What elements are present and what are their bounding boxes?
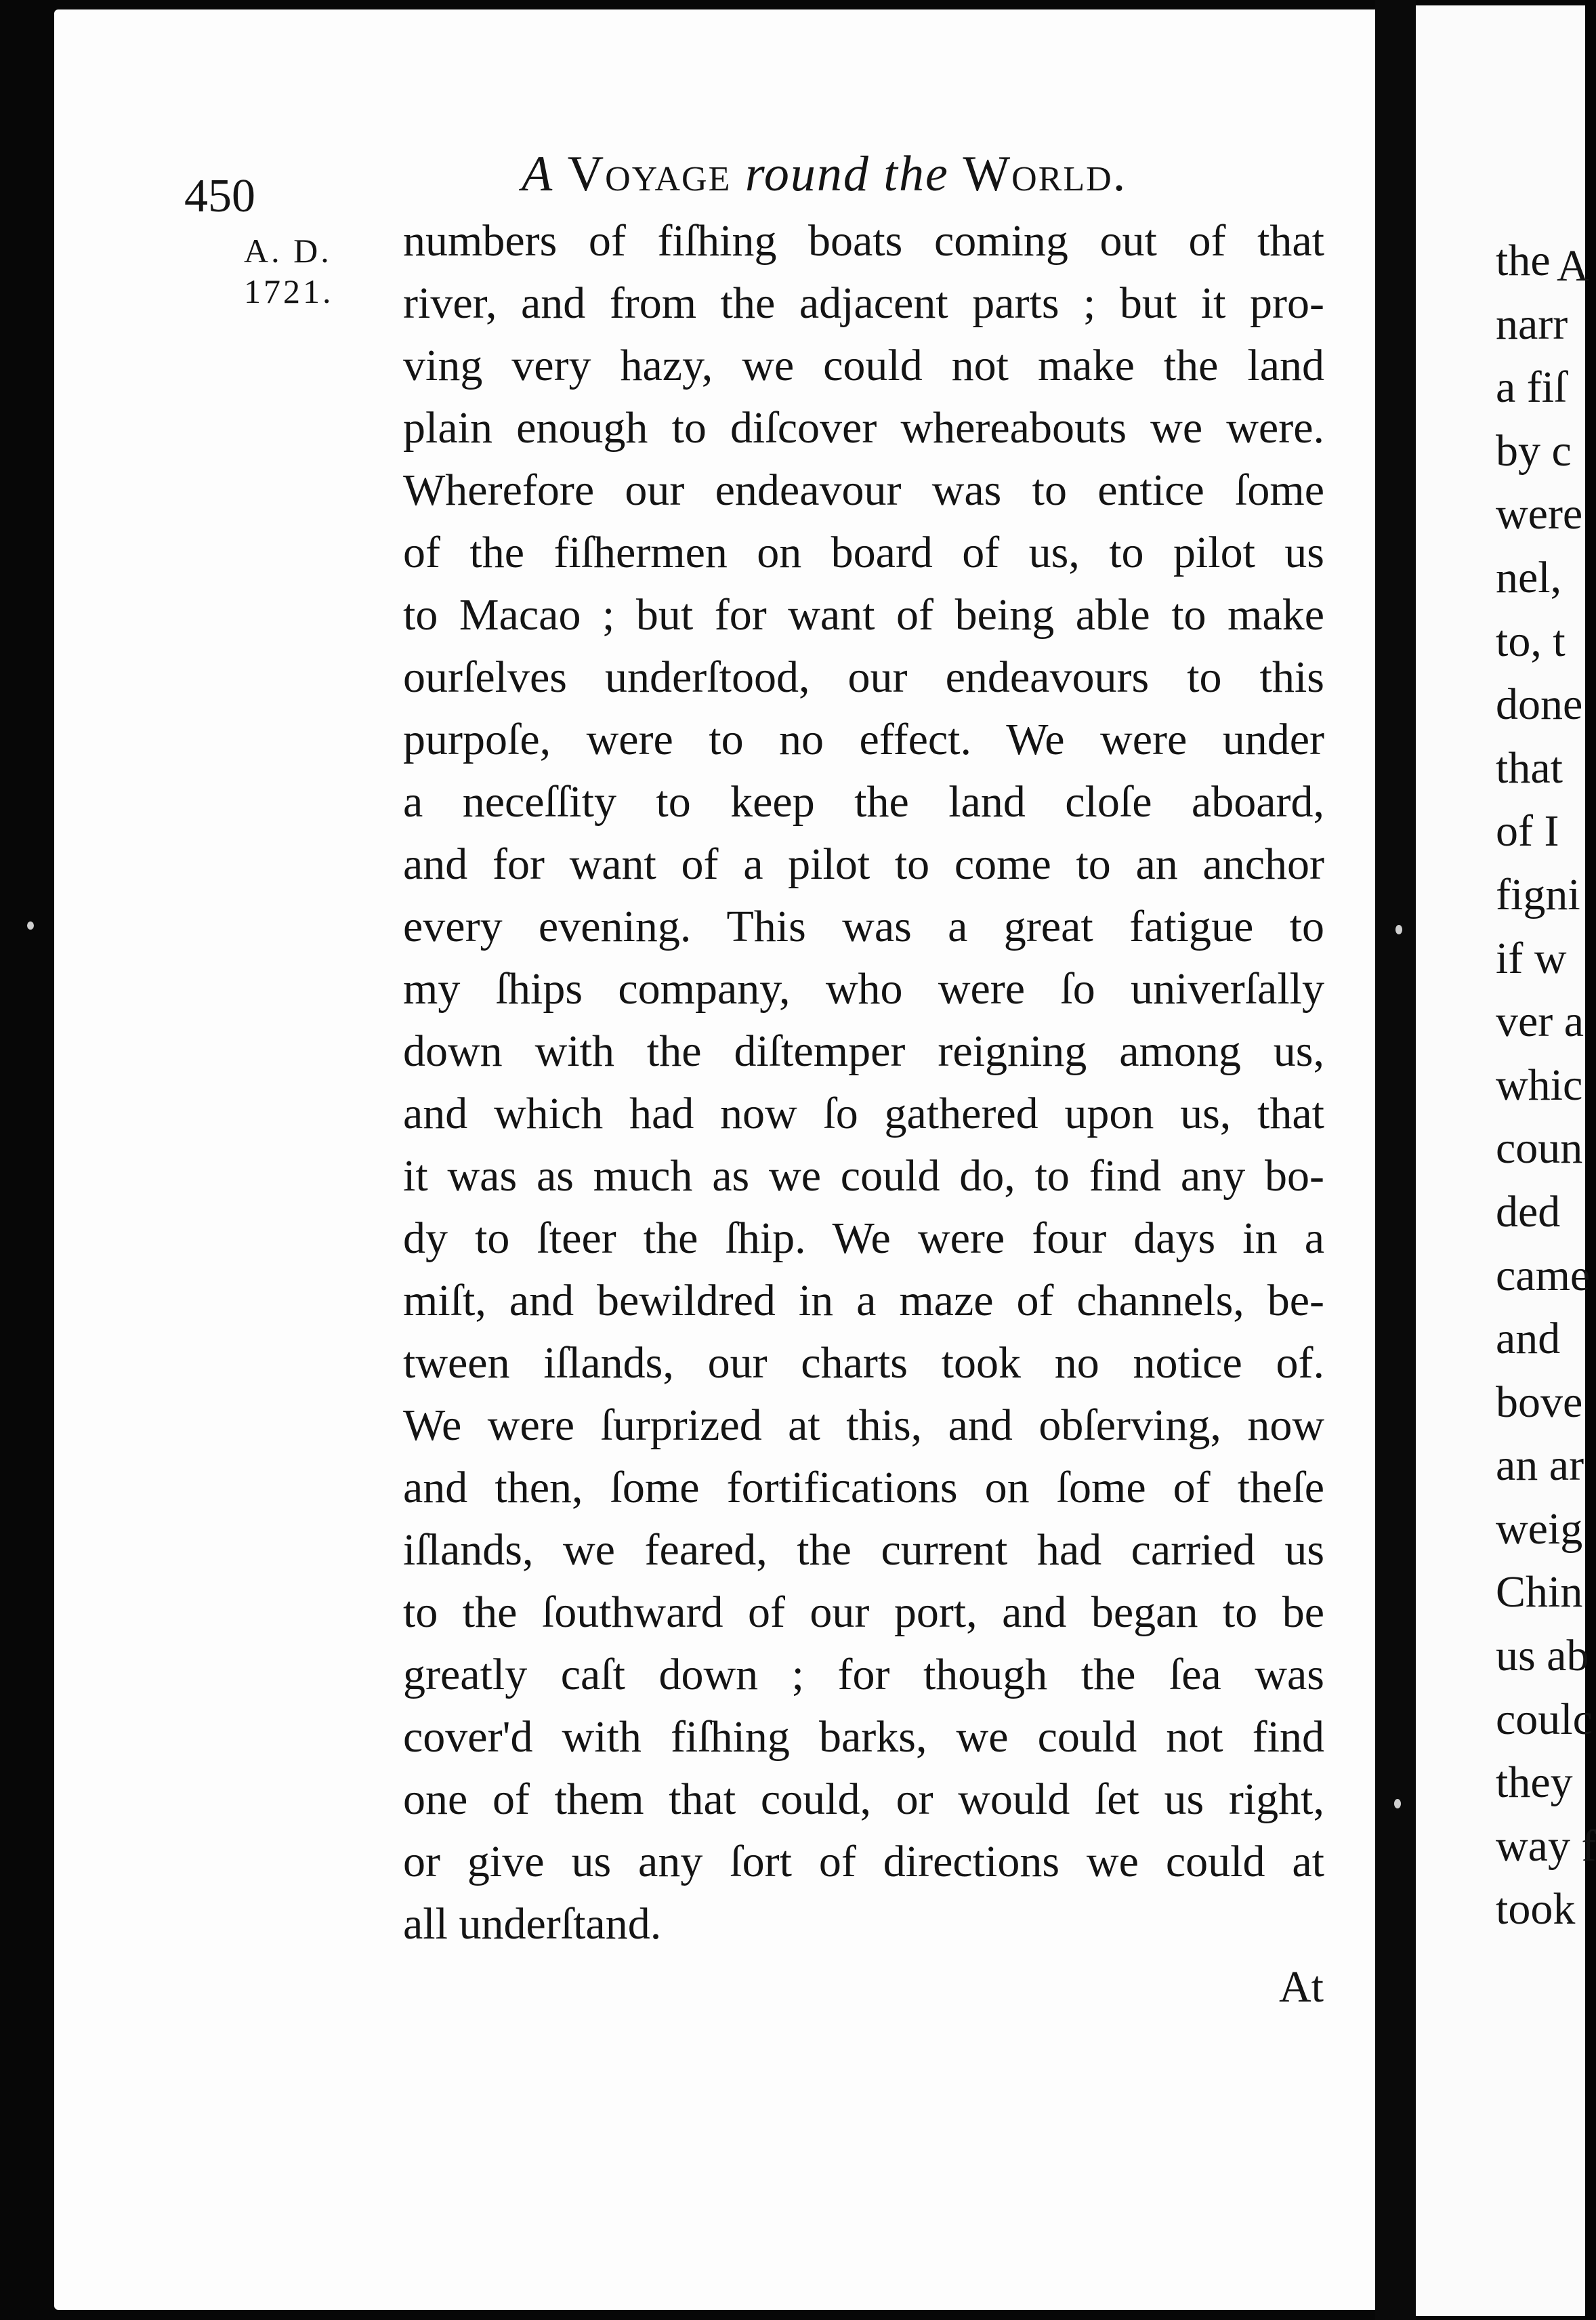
right-page-line-fragment: narr: [1496, 299, 1568, 349]
right-page-line-fragment: that: [1496, 743, 1563, 793]
text-line: and which had now ſo gathered upon us, that: [403, 1089, 1324, 1138]
text-line: cover'd with fiſhing barks, we could not find: [403, 1712, 1324, 1762]
right-page-line-fragment: way f: [1496, 1821, 1596, 1871]
text-line: miſt, and bewildred in a maze of channels, be-: [403, 1276, 1324, 1325]
text-line: river, and from the adjacent parts ; but it pro-: [403, 278, 1324, 328]
running-head-middle: round the: [744, 146, 949, 202]
text-line: or give us any ſort of directions we could at: [403, 1837, 1324, 1886]
right-page-line-fragment: whic: [1496, 1060, 1583, 1110]
right-page-line-fragment: ver a: [1496, 997, 1584, 1047]
text-line: ourſelves underſtood, our endeavours to this: [403, 652, 1324, 702]
right-page-line-fragment: came: [1496, 1250, 1591, 1300]
right-page-line-fragment: took: [1496, 1884, 1576, 1934]
text-line: tween iſlands, our charts took no notice of.: [403, 1338, 1324, 1388]
text-line: of the fiſhermen on board of us, to pilot us: [403, 528, 1324, 577]
margin-note-era: A. D.: [244, 232, 332, 270]
catchword: At: [1279, 1962, 1324, 2012]
text-line: all underſtand.: [403, 1899, 662, 1949]
text-line: numbers of fiſhing boats coming out of that: [403, 216, 1324, 266]
text-line: it was as much as we could do, to find any bo-: [403, 1151, 1324, 1201]
running-head-world: World.: [963, 146, 1127, 202]
right-page-line-fragment: nel,: [1496, 552, 1562, 602]
running-head: [522, 146, 1127, 203]
text-line: ving very hazy, we could not make the land: [403, 341, 1324, 390]
right-page-line-fragment: bove: [1496, 1377, 1583, 1427]
body-text: [403, 210, 1324, 1955]
text-line: one of them that could, or would ſet us right,: [403, 1775, 1324, 1824]
right-page-line-fragment: by c: [1496, 426, 1572, 476]
text-line: iſlands, we feared, the current had carried us: [403, 1525, 1324, 1575]
right-page-line-fragment: coulc: [1496, 1694, 1593, 1744]
running-head-article: A: [522, 146, 554, 202]
right-page-line-fragment: and: [1496, 1314, 1561, 1364]
right-page-line-fragment: to, t: [1496, 616, 1566, 666]
right-page-line-fragment: figni: [1496, 869, 1580, 919]
margin-date-note: [244, 230, 334, 312]
text-line: We were ſurprized at this, and obſerving, now: [403, 1401, 1324, 1450]
right-page-line-fragment: done: [1496, 680, 1583, 730]
text-line: and for want of a pilot to come to an anchor: [403, 840, 1324, 889]
text-line: to the ſouthward of our port, and began to be: [403, 1588, 1324, 1637]
right-page-line-fragment: ded: [1496, 1186, 1561, 1237]
right-page-text-fragments: [1496, 229, 1596, 1941]
page-speck: [1395, 925, 1402, 934]
text-line: Wherefore our endeavour was to entice ſome: [403, 465, 1324, 515]
text-line: my ſhips company, who were ſo univerſally: [403, 964, 1324, 1014]
margin-note-year: 1721.: [244, 272, 334, 310]
right-page-line-fragment: the: [1496, 236, 1551, 285]
right-page-line-fragment: Chin: [1496, 1567, 1583, 1617]
text-line: purpoſe, were to no effect. We were under: [403, 715, 1324, 764]
text-line: to Macao ; but for want of being able to make: [403, 590, 1324, 640]
text-line: and then, ſome fortifications on ſome of theſe: [403, 1463, 1324, 1512]
text-line: a neceſſity to keep the land cloſe aboard,: [403, 777, 1324, 827]
right-page-line-fragment: were: [1496, 489, 1583, 539]
page-speck: [27, 921, 34, 930]
text-line: dy to ſteer the ſhip. We were four days in a: [403, 1214, 1324, 1263]
right-page-line-fragment: weig: [1496, 1504, 1583, 1554]
right-page: [1416, 5, 1596, 2316]
text-line: down with the diſtemper reigning among us,: [403, 1027, 1324, 1076]
text-line: plain enough to diſcover whereabouts we were.: [403, 403, 1324, 453]
page-speck: [1394, 1799, 1401, 1808]
text-line: every evening. This was a great fatigue to: [403, 902, 1324, 951]
right-page-line-fragment: they: [1496, 1758, 1573, 1808]
right-page-line-fragment: an ar: [1496, 1441, 1584, 1491]
text-line: greatly caſt down ; for though the ſea was: [403, 1650, 1324, 1699]
right-page-head-fragment: A: [1557, 241, 1589, 291]
right-page-line-fragment: of I: [1496, 806, 1559, 856]
right-page-line-fragment: if w: [1496, 933, 1567, 983]
running-head-voyage: Voyage: [567, 146, 732, 202]
right-page-line-fragment: coun: [1496, 1123, 1583, 1174]
page-number: 450: [184, 170, 255, 222]
right-page-line-fragment: us ab: [1496, 1631, 1589, 1681]
book-gutter: [1375, 0, 1416, 2320]
right-page-line-fragment: a fiſ: [1496, 362, 1567, 413]
